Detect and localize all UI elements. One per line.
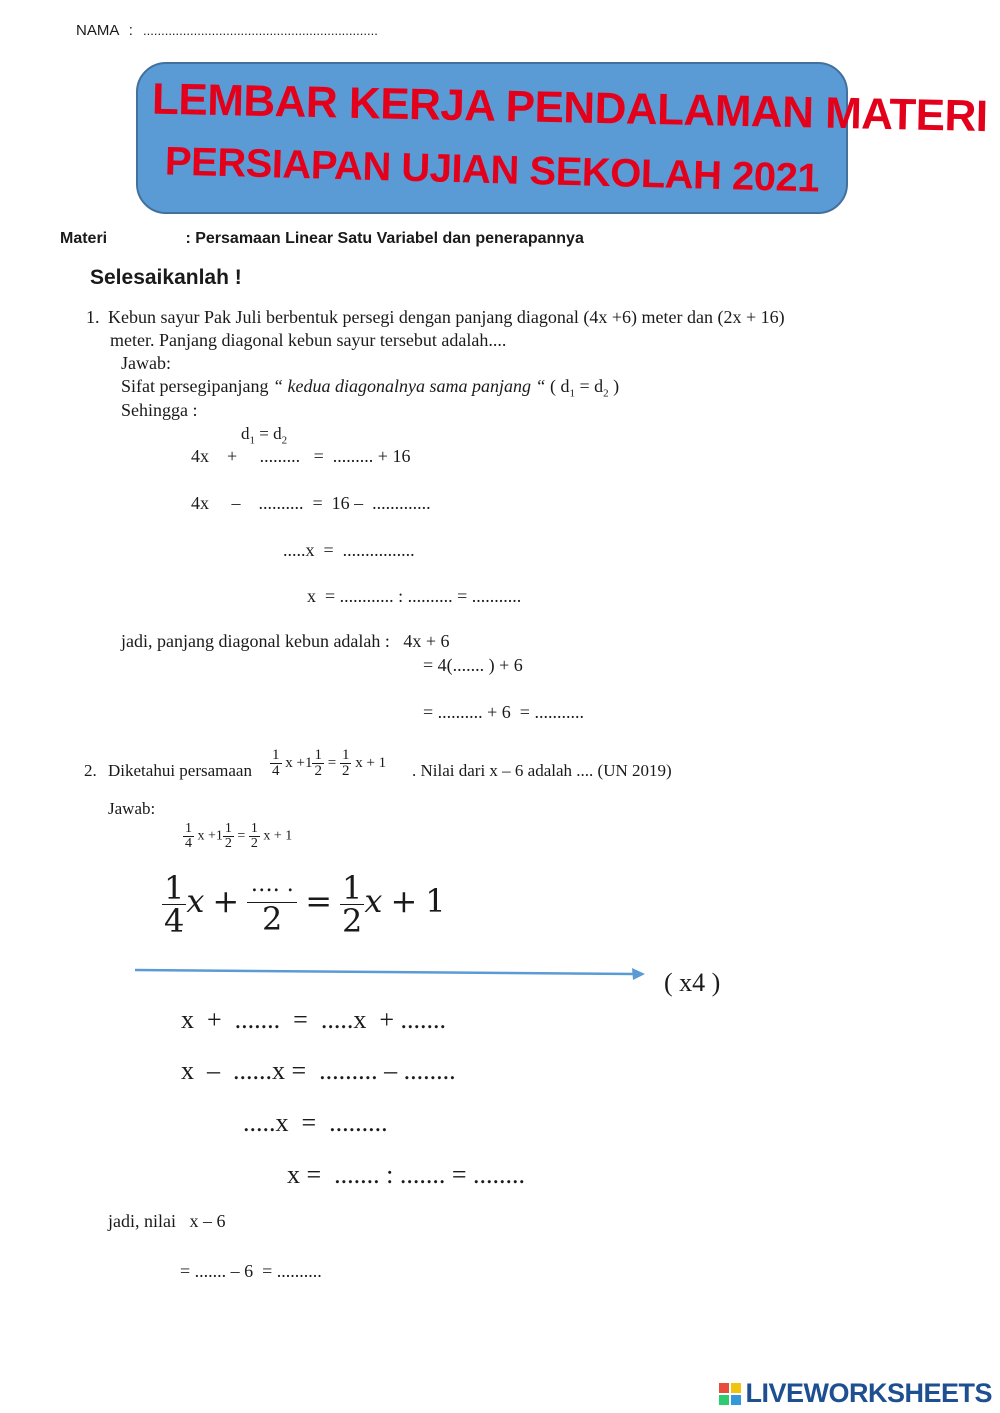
q2-multiplier: ( x4 ): [664, 968, 721, 997]
frac-numerator: 1: [342, 869, 363, 907]
q2-plus-2: +: [366, 754, 375, 771]
big-one: 1: [425, 881, 446, 920]
frac-denominator: 4: [164, 902, 185, 940]
q2s-one-2: 1: [285, 828, 293, 844]
nama-label: NAMA: [76, 22, 119, 39]
frac-denominator: 2: [342, 902, 363, 940]
q1-step-2: 4x – .......... = 16 – .............: [191, 493, 431, 513]
big-equals: =: [305, 881, 333, 920]
frac-numerator: 1: [314, 747, 322, 763]
q2-suffix: . Nilai dari x – 6 adalah .... (UN 2019): [412, 761, 672, 780]
q1-sifat-line: [121, 376, 619, 400]
q2-equation-small: [183, 822, 292, 851]
q1-d-equation: [241, 424, 287, 446]
q1-result-2: = .......... + 6 = ...........: [423, 702, 584, 722]
q2-x: x: [285, 754, 293, 771]
frac-denominator: 2: [224, 836, 232, 851]
q2-equals: =: [327, 754, 337, 771]
q1-d-sub1: 1: [249, 434, 255, 447]
arrow-head: [632, 968, 645, 980]
q1-step-3: .....x = ................: [283, 540, 415, 560]
q2-equation-big: [162, 869, 446, 940]
q1-sifat-open: ( d: [549, 376, 570, 396]
q2-frac-1-4: [270, 748, 282, 779]
materi-value: : Persamaan Linear Satu Variabel dan penerapannya: [185, 230, 584, 247]
frac-numerator: …. .: [250, 872, 294, 897]
q2-x-2: x: [355, 754, 363, 771]
q1-jadi: jadi, panjang diagonal kebun adalah : 4x + 6: [121, 631, 450, 651]
arrow-shaft: [135, 970, 635, 974]
q1-d-mid: = d: [255, 424, 282, 443]
q1-text-line1: Kebun sayur Pak Juli berbentuk persegi dengan panjang diagonal (4x +6) meter dan (2x + 16): [108, 307, 785, 327]
frac-denominator: 2: [247, 902, 297, 935]
q2s-x-2: x: [263, 828, 271, 844]
frac-numerator: 1: [341, 747, 350, 763]
q1-sifat-quote: “ kedua diagonalnya sama panjang “: [272, 376, 546, 396]
q1-sehingga: Sehingga :: [121, 400, 198, 420]
q1-sub-1: 1: [569, 387, 575, 400]
q1-text-line2: meter. Panjang diagonal kebun sayur tersebut adalah....: [110, 330, 507, 350]
frac-numerator: 1: [185, 821, 192, 836]
big-x: x: [186, 881, 205, 920]
banner-line-1: LEMBAR KERJA PENDALAMAN MATERI: [151, 74, 989, 142]
frac-denominator: 4: [185, 836, 192, 851]
q2-step-2: x – ......x = ......... – ........: [181, 1056, 456, 1085]
frac-denominator: 2: [341, 763, 350, 779]
frac-denominator: 2: [314, 763, 322, 779]
q2-step-3: .....x = .........: [243, 1108, 388, 1137]
q2-step-4: x = ....... : ....... = ........: [287, 1160, 526, 1189]
liveworksheets-logo-icon: [719, 1383, 741, 1405]
q2s-x: x: [197, 828, 205, 844]
q1-sifat-close: ): [608, 376, 620, 396]
q2-jadi: jadi, nilai x – 6: [108, 1211, 226, 1231]
nama-line: [76, 22, 378, 39]
q2s-plus: +: [208, 828, 216, 844]
q2s-frac-1-4: [183, 822, 194, 851]
frac-numerator: 1: [164, 869, 185, 907]
q1-d-left: d: [241, 424, 250, 443]
liveworksheets-logo-text: LIVEWORKSHEETS: [745, 1378, 992, 1408]
banner-line-2: PERSIAPAN UJIAN SEKOLAH 2021: [164, 139, 820, 201]
q1-number: 1.: [86, 307, 100, 327]
liveworksheets-logo: [719, 1378, 992, 1409]
q2s-frac-1-2-a: [223, 822, 234, 851]
q2-frac-1-2-b: [340, 748, 352, 779]
multiply-arrow: [130, 960, 650, 984]
frac-numerator: 1: [272, 747, 280, 763]
materi-line: [60, 230, 584, 248]
q2-plus: +: [296, 754, 305, 771]
q2s-equals: =: [237, 828, 246, 844]
big-frac-1-4: [162, 869, 186, 940]
q2s-one: 1: [215, 828, 223, 844]
big-frac-dots-2: [247, 872, 297, 938]
big-plus: +: [212, 881, 240, 920]
q2-one: 1: [304, 754, 313, 771]
big-plus-2: +: [390, 881, 418, 920]
q1-result-1: = 4(....... ) + 6: [423, 655, 523, 675]
q1-step-4: x = ............ : .......... = ...........: [307, 586, 522, 606]
q2-step-1: x + ....... = .....x + .......: [181, 1005, 446, 1034]
q1-jawab: Jawab:: [121, 353, 171, 373]
frac-denominator: 2: [250, 836, 258, 851]
nama-dots: .................................................................: [143, 23, 378, 38]
q2-prefix: Diketahui persamaan: [108, 761, 252, 780]
q1-sifat-prefix: Sifat persegipanjang: [121, 376, 269, 396]
title-banner: [136, 62, 989, 214]
frac-denominator: 4: [272, 763, 280, 779]
q2-equation-inline: [270, 748, 386, 779]
nama-separator: :: [128, 22, 133, 39]
q2s-plus-2: +: [273, 828, 282, 844]
q2-jawab: Jawab:: [108, 799, 156, 818]
q1-step-1: 4x + ......... = ......... + 16: [191, 446, 411, 466]
q2-frac-1-2-a: [312, 748, 324, 779]
frac-numerator: 1: [224, 821, 232, 836]
instruction-heading: Selesaikanlah !: [90, 266, 242, 289]
q2-result: = ....... – 6 = ..........: [180, 1261, 322, 1281]
big-x-2: x: [364, 881, 383, 920]
q2-number: 2.: [84, 761, 97, 780]
q2s-frac-1-2-b: [249, 822, 260, 851]
q1-d-sub2: 2: [281, 434, 288, 447]
q1-sub-2: 2: [603, 387, 609, 400]
q1-sifat-eq: = d: [574, 376, 604, 396]
frac-numerator: 1: [250, 821, 258, 836]
big-frac-1-2: [340, 869, 364, 940]
q2-one-2: 1: [378, 754, 387, 771]
materi-label: Materi: [60, 230, 108, 247]
